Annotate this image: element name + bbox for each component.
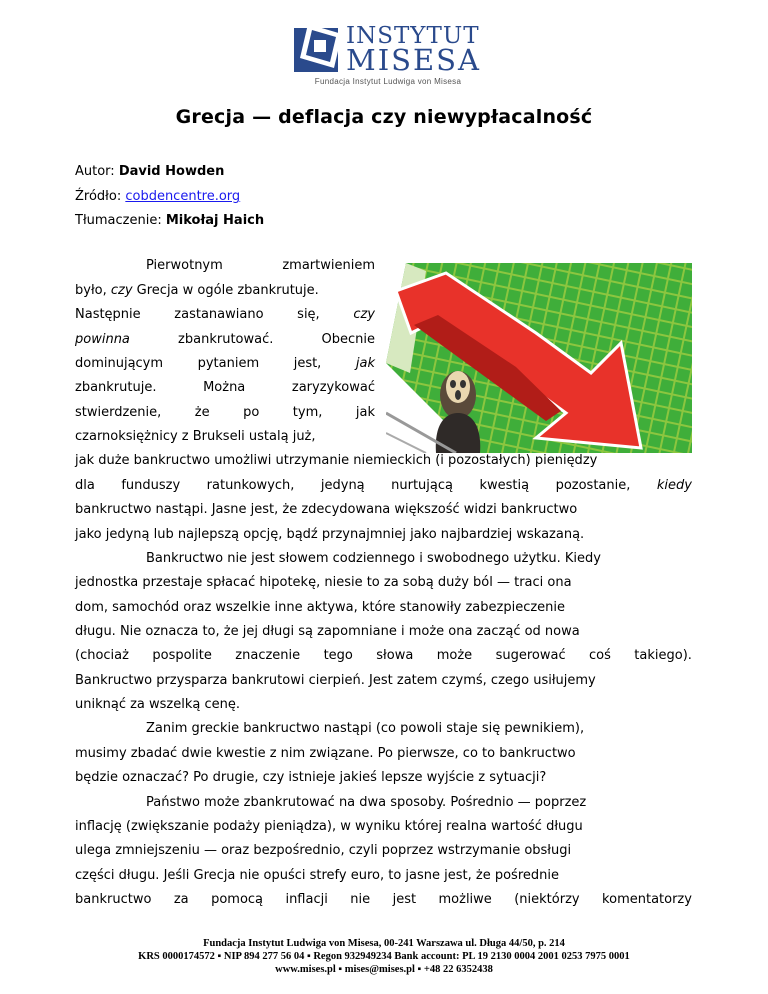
footer-contact: www.mises.pl ▪ mises@mises.pl ▪ +48 22 6352438 [275,964,493,975]
paragraph-line: musimy zbadać dwie kwestie z nim związane. Po pierwsze, co to bankructwo [75,746,576,761]
paragraph-line: będzie oznaczać? Po drugie, czy istnieje jakieś lepsze wyjście z sytuacji? [75,770,547,785]
word: takiego). [634,648,692,663]
article-title: Grecja — deflacja czy niewypłacalność [175,106,593,128]
paragraph-line [75,332,375,348]
author-name: David Howden [118,164,225,179]
paragraph-line [75,478,692,494]
word: zastanawiano [174,307,264,322]
word: że [194,405,210,420]
paragraph-line: Bankructwo nie jest słowem codziennego i swobodnego użytku. Kiedy [146,551,601,566]
word: jest [392,892,417,907]
word: pomocą [211,892,264,907]
word: zaryzykować [291,380,375,395]
paragraph-line: dom, samochód oraz wszelkie inne aktywa, które stanowiły zabezpieczenie [75,600,566,615]
text-l2: było, czy Grecja w ogóle zbankrutuje. [75,283,319,298]
paragraph-line: jak duże bankructwo umożliwi utrzymanie niemieckich (i pozostałych) pieniędzy [75,453,598,468]
word: Można [203,380,246,395]
paragraph-line [75,380,375,396]
word: znaczenie [235,648,301,663]
logo-word-misesa: MISESA [346,43,481,77]
paragraph-line: Bankructwo przysparza bankrutowi cierpień. Jest zatem czymś, czego usiłujemy [75,673,596,688]
word: po [243,405,260,420]
word: Pierwotnym [146,258,223,273]
footer-registry: KRS 0000174572 ▪ NIP 894 277 56 04 ▪ Regon 932949234 Bank account: PL 19 2130 0004 2001 0253 7975 0001 [138,951,630,962]
paragraph-line: bankructwo nastąpi. Jasne jest, że zdecydowana większość widzi bankructwo [75,502,578,517]
word: ratunkowych, [206,478,295,493]
word: jak [355,356,375,371]
word: zbankrutować. [178,332,274,347]
word: słowa [376,648,414,663]
word: kiedy [656,478,692,493]
translator-label: Tłumaczenie: [75,213,166,228]
word: funduszy [121,478,181,493]
word: stwierdzenie, [75,405,162,420]
translator-name: Mikołaj Haich [165,213,265,228]
word: komentatorzy [602,892,692,907]
paragraph-line: Zanim greckie bankructwo nastąpi (co powoli staje się pewnikiem), [146,721,585,736]
word: (chociaż [75,648,129,663]
word: możliwe [438,892,492,907]
author-label: Autor: [75,164,119,179]
paragraph-line [75,283,319,299]
author-line [75,164,224,180]
translator-line [75,213,264,229]
paragraph-line: czarnoksiężnicy z Brukseli ustalą już, [75,429,316,444]
word: tym, [292,405,323,420]
paragraph-line: jako jedyną lub najlepszą opcję, bądź przynajmniej jako najbardziej wskazaną. [75,527,585,542]
word: tego [323,648,353,663]
word: sugerować [495,648,566,663]
paragraph-line: inflację (zwiększanie podaży pieniądza), w wyniku której realna wartość długu [75,819,583,834]
word: Obecnie [321,332,375,347]
paragraph-line: części długu. Jeśli Grecja nie opuści strefy euro, to jasne jest, że pośrednie [75,868,559,883]
paragraph-line [75,405,375,421]
word: bankructwo [75,892,152,907]
source-line [75,189,240,205]
footer-address: Fundacja Instytut Ludwiga von Misesa, 00-241 Warszawa ul. Długa 44/50, p. 214 [203,938,565,949]
logo-mark-icon [294,24,342,72]
word: inflacji [285,892,328,907]
paragraph-line [146,258,375,274]
word: zbankrutuje. [75,380,157,395]
logo-word-instytut: INSTYTUT [346,23,480,49]
paragraph-line [75,356,375,372]
word: kwestią [479,478,530,493]
paragraph-line: Państwo może zbankrutować na dwa sposoby. Pośrednio — poprzez [146,795,587,810]
word: może [436,648,473,663]
word: zmartwieniem [282,258,375,273]
institute-logo [292,24,482,86]
word: nie [350,892,371,907]
paragraph-line: długu. Nie oznacza to, że jej długi są zapomniane i może ona zacząć od nowa [75,624,580,639]
paragraph-line: ulega zmniejszeniu — oraz bezpośrednio, czyli poprzez wstrzymanie obsługi [75,843,572,858]
word: coś [589,648,611,663]
word: się, [297,307,320,322]
word: dominującym [75,356,164,371]
paragraph-line: uniknąć za wszelką cenę. [75,697,241,712]
word: jest, [293,356,322,371]
word: za [173,892,189,907]
word: Następnie [75,307,141,322]
word: czy [353,307,375,322]
source-link[interactable]: cobdencentre.org [125,189,241,204]
paragraph-line [75,307,375,323]
word: dla [75,478,95,493]
paragraph-line [75,648,692,664]
word: pozostanie, [555,478,631,493]
paragraph-line: jednostka przestaje spłacać hipotekę, niesie to za sobą duży ból — traci ona [75,575,572,590]
word: pytaniem [197,356,260,371]
paragraph-line [75,892,692,908]
word: pospolite [152,648,212,663]
word: powinna [75,332,130,347]
word: (niektórzy [514,892,580,907]
word: jak [355,405,375,420]
word: jedyną [320,478,365,493]
falling-arrow-scream-icon [386,263,692,453]
source-label: Źródło: [75,189,126,204]
logo-tagline: Fundacja Instytut Ludwiga von Misesa [314,77,462,86]
word: nurtującą [391,478,453,493]
